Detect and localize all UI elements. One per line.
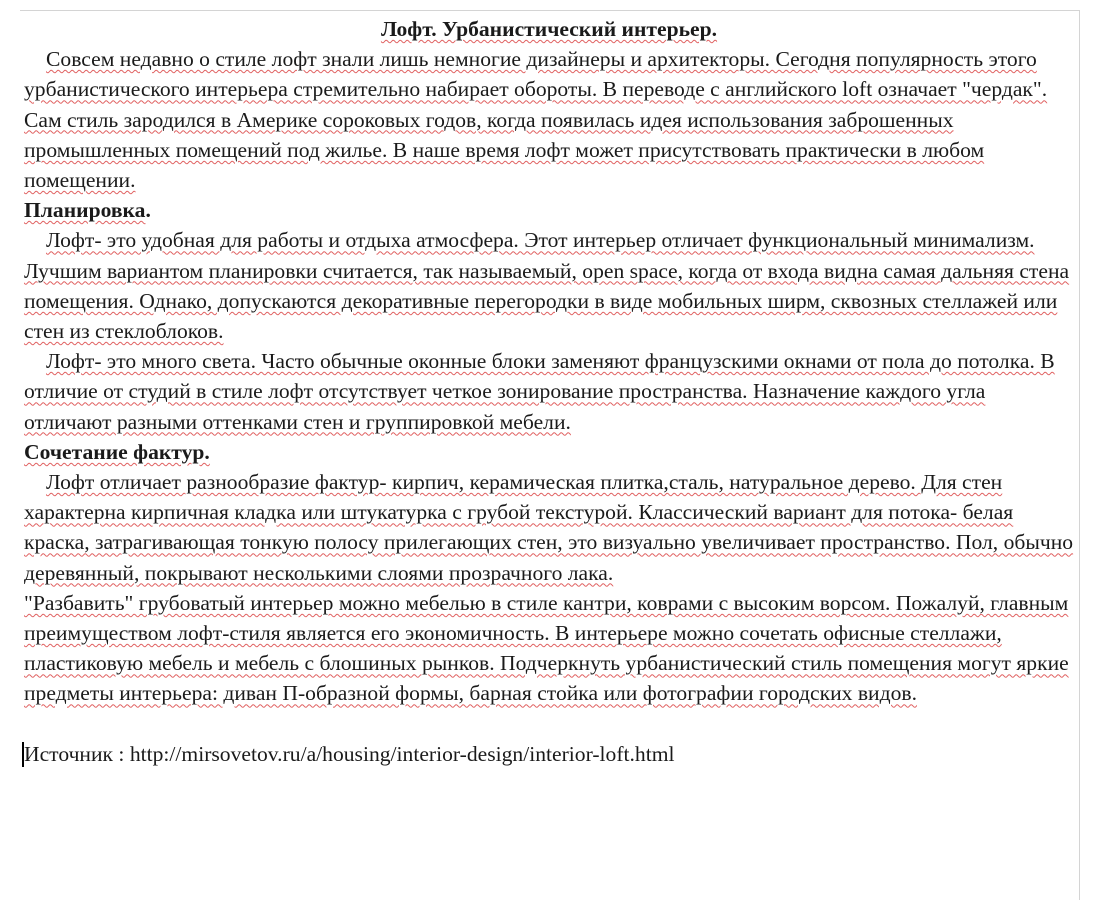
section-heading-textures [24, 437, 1074, 467]
textures-paragraph-1-text: Лофт отличает разнообразие фактур- кирпич, керамическая плитка,сталь, натуральное дерево. Для стен характерна кирпичная кладка или штукатурка с грубой текстурой. Классический вариант для потока- белая краска, затрагивающая тонкую полосу прилегающих стен, это визуально увеличивает пространство. Пол, обычно деревянный, покрывают несколькими слоями прозрачного лака. [24, 470, 1074, 585]
textures-paragraph-1 [24, 467, 1074, 588]
intro-paragraph [24, 44, 1074, 195]
text-cursor [22, 742, 24, 767]
empty-line [24, 709, 1074, 739]
section-heading-textures-text: Сочетание фактур. [24, 439, 210, 464]
document-title [24, 14, 1074, 44]
document-body[interactable] [24, 14, 1074, 769]
layout-paragraph-1 [24, 225, 1074, 346]
section-heading-layout [24, 195, 1074, 225]
layout-paragraph-2-text: Лофт- это много света. Часто обычные оконные блоки заменяют французскими окнами от пола до потолка. В отличие от студий в стиле лофт отсутствует четкое зонирование пространства. Назначение каждого угла отличают разными оттенками стен и группировкой мебели. [24, 349, 1055, 434]
document-title-text: Лофт. Урбанистический интерьер. [380, 17, 718, 41]
layout-paragraph-2 [24, 346, 1074, 437]
textures-paragraph-2-text: "Разбавить" грубоватый интерьер можно мебелью в стиле кантри, коврами с высоким ворсом. Пожалуй, главным преимуществом лофт-стиля является его экономичность. В интерьере можно сочетать офисные стеллажи, пластиковую мебель и мебель с блошиных рынков. Подчеркнуть урбанистический стиль помещения могут яркие предметы интерьера: диван П-образной формы, барная стойка или фотографии городских видов. [24, 590, 1069, 706]
layout-paragraph-1-text: Лофт- это удобная для работы и отдыха атмосфера. Этот интерьер отличает функциональный минимализм. Лучшим вариантом планировки считается, так называемый, open space, когда от входа видна самая дальняя стена помещения. Однако, допускаются декоративные перегородки в виде мобильных ширм, сквозных стеллажей или стен из стеклоблоков. [24, 228, 1070, 344]
textures-paragraph-2 [24, 588, 1074, 709]
section-heading-layout-text: Планировка [24, 198, 146, 223]
section-heading-layout-dot: . [145, 198, 151, 223]
source-line-text: Источник : http://mirsovetov.ru/a/housing/interior-design/interior-loft.html [24, 741, 675, 766]
source-line[interactable] [24, 739, 1074, 769]
intro-paragraph-text: Совсем недавно о стиле лофт знали лишь немногие дизайнеры и архитекторы. Сегодня популярность этого урбанистического интерьера стремительно набирает обороты. В переводе с английского loft означает "чердак". Сам стиль зародился в Америке сороковых годов, когда появилась идея использования заброшенных промышленных помещений под жилье. В наше время лофт может присутствовать практически в любом помещении. [24, 47, 1048, 193]
